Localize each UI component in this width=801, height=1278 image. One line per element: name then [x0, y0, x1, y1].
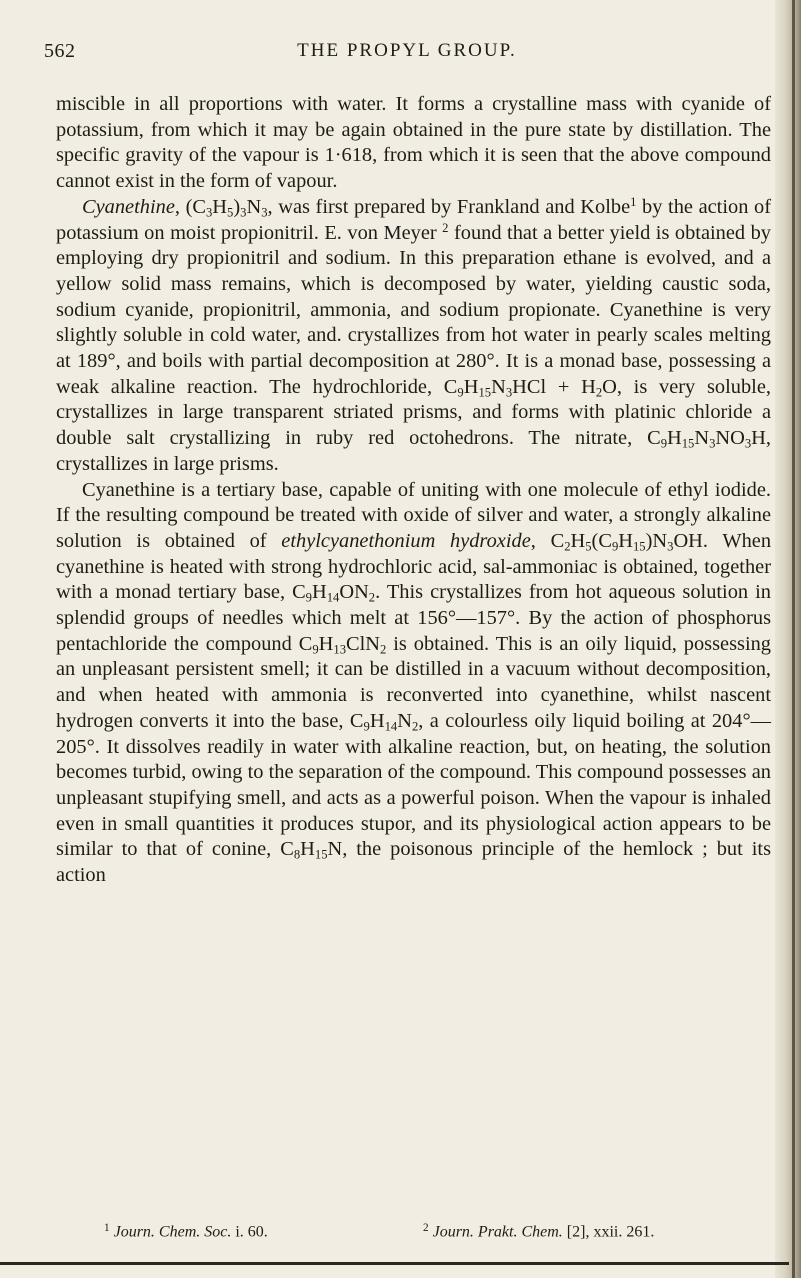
- subscript: 14: [384, 719, 398, 734]
- footnote-source: Journ. Chem. Soc.: [113, 1223, 232, 1241]
- italic-term: Cyanethine: [82, 195, 175, 218]
- footnote-ref-text: i. 60.: [231, 1223, 268, 1241]
- text-run: , was first prepared by Frankland and Kolbe: [267, 195, 631, 218]
- text-run: H: [463, 375, 479, 398]
- text-run: O, is very soluble, crystallizes in large transparent striated prisms, and forms with platinic chloride a double salt crystallizing in ruby red octohedrons. The nitrate, C: [56, 375, 771, 450]
- footnote-ref: 1: [630, 194, 637, 209]
- text-run: OH. When cyanethine is heated with strong hydrochloric acid, sal-ammoniac is obtained, together with a monad tertiary base, C: [56, 529, 772, 604]
- subscript: 9: [312, 642, 319, 657]
- subscript: 15: [681, 436, 695, 451]
- text-run: H: [667, 427, 682, 450]
- subscript: 3: [709, 436, 716, 451]
- text-run: , C: [530, 529, 565, 552]
- text-run: N: [694, 427, 710, 450]
- footnote-mark: 2: [423, 1222, 429, 1234]
- text-run: H: [318, 632, 334, 655]
- text-run: ON: [339, 581, 369, 604]
- subscript: 9: [611, 539, 619, 554]
- text-run: ClN: [346, 632, 381, 655]
- subscript: 2: [564, 539, 571, 554]
- text-run: is obtained. This is an oily liquid, possessing an unpleasant persistent smell; it can be distilled in a vacuum without decomposition, and when heated with ammonia is reconverted into cyanethine, whilst nascent hydrogen converts it into the base, C: [56, 632, 771, 732]
- subscript: 5: [227, 205, 234, 220]
- text-run: )N: [645, 529, 668, 552]
- text-run: . This crystallizes from hot aqueous solution in splendid groups of needles which melt at 156°—157°. By the action of phosphorus pentachloride the compound C: [56, 581, 771, 655]
- body-text: [56, 92, 771, 889]
- paragraph: [56, 195, 771, 478]
- subscript: 2: [595, 385, 603, 400]
- footnote: [104, 1222, 268, 1242]
- footnote-ref-text: [2], xxii. 261.: [562, 1223, 655, 1241]
- text-run: by the action of potassium on moist propionitril. E. von Meyer: [56, 195, 772, 244]
- text-run: NO: [715, 427, 745, 450]
- footnote: [423, 1222, 654, 1242]
- page-header: [44, 40, 770, 70]
- text-run: ): [233, 195, 241, 218]
- subscript: 8: [293, 847, 301, 862]
- subscript: 15: [478, 385, 492, 400]
- page-edge: [775, 0, 801, 1278]
- text-run: Cyanethine is a tertiary base, capable of uniting with one molecule of ethyl iodide. If the resulting compound be treated with oxide of silver and water, a strongly alkaline solution is obtained of: [56, 478, 771, 552]
- text-run: H: [300, 838, 315, 861]
- subscript: 14: [326, 590, 340, 605]
- text-run: N: [491, 375, 506, 398]
- subscript: 5: [585, 539, 592, 554]
- subscript: 3: [744, 436, 752, 451]
- running-head: THE PROPYL GROUP.: [297, 40, 517, 61]
- subscript: 2: [380, 642, 387, 657]
- subscript: 13: [333, 642, 347, 657]
- paragraph: [56, 478, 771, 889]
- subscript: 9: [660, 436, 667, 451]
- subscript: 3: [240, 205, 247, 220]
- text-run: H, crystallizes in large prisms.: [56, 427, 771, 475]
- footnote-ref: 2: [442, 220, 449, 235]
- paragraph: [56, 92, 771, 195]
- text-run: (C: [591, 529, 612, 552]
- subscript: 2: [411, 719, 419, 734]
- subscript: 3: [667, 539, 674, 554]
- subscript: 9: [363, 719, 370, 734]
- text-run: found that a better yield is obtained by employing dry propionitril and sodium. In this preparation ethane is evolved, and a yellow solid mass remains, which is decomposed by water, yielding caustic soda, sodium cyanide, propionitril, ammonia, and sodium propionate. Cyanethine is very slightly soluble in cold water, and. crystallizes from hot water in pearly scales melting at 189°, and boils with partial decomposition at 280°. It is a monad base, possessing a weak alkaline reaction. The hydrochloride, C: [56, 221, 771, 398]
- text-run: , a colourless oily liquid boiling at 204°—205°. It dissolves readily in water with alkaline reaction, but, on heating, the solution becomes turbid, owing to the separation of the compound. This compound possesses an unpleasant stupifying smell, and acts as a powerful poison. When the vapour is inhaled even in small quantities it produces stupor, and its physiological action appears to be similar to that of conine, C: [56, 709, 771, 861]
- text-run: H: [618, 529, 633, 552]
- subscript: 2: [368, 590, 376, 605]
- page-number: 562: [44, 40, 76, 62]
- text-run: N, the poisonous principle of the hemlock ; but its action: [56, 838, 772, 887]
- subscript: 15: [632, 539, 646, 554]
- footnote-mark: 1: [104, 1222, 110, 1234]
- text-run: N: [397, 709, 412, 732]
- text-run: N: [246, 195, 262, 218]
- subscript: 9: [457, 385, 464, 400]
- text-run: H: [570, 529, 586, 552]
- subscript: 3: [505, 385, 513, 400]
- text-run: miscible in all proportions with water. It forms a crystalline mass with cyanide of potassium, from which it may be again obtained in the pure state by distillation. The specific gravity of the vapour is 1·618, from which it is seen that the above compound cannot exist in the form of vapour.: [56, 93, 771, 193]
- text-run: , (C: [174, 195, 206, 218]
- text-run: H: [212, 195, 228, 218]
- footnote-source: Journ. Prakt. Chem.: [432, 1223, 563, 1241]
- text-run: H: [311, 581, 327, 604]
- subscript: 3: [205, 205, 213, 220]
- subscript: 9: [305, 590, 312, 605]
- subscript: 3: [261, 205, 268, 220]
- italic-term: ethylcyanethonium hydroxide: [281, 529, 531, 552]
- text-run: HCl + H: [512, 375, 596, 398]
- subscript: 15: [314, 847, 328, 862]
- page-bottom-rule: [0, 1262, 789, 1265]
- text-run: H: [369, 709, 385, 732]
